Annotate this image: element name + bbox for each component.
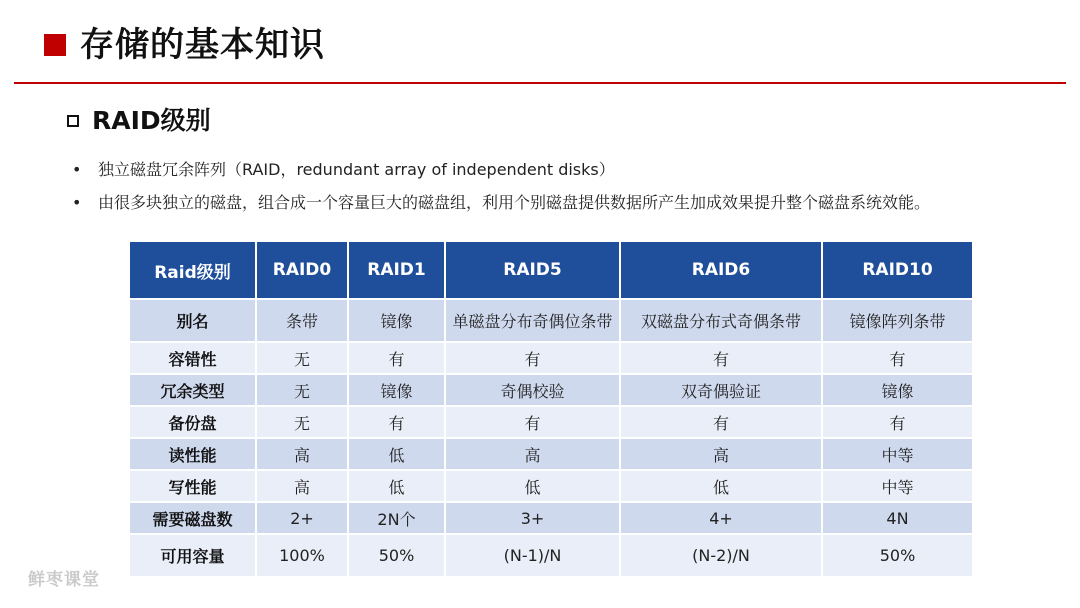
column-header: RAID1 (348, 241, 445, 299)
bullet-text: 独立磁盘冗余阵列（RAID，redundant array of independent disks） (98, 160, 615, 179)
table-cell: 4N (822, 502, 973, 534)
table-row (129, 342, 973, 374)
table-header-row (129, 241, 973, 299)
column-header: RAID6 (620, 241, 822, 299)
row-header: 需要磁盘数 (129, 502, 256, 534)
table-cell: 无 (256, 406, 348, 438)
table-cell: 低 (348, 438, 445, 470)
table-row (129, 374, 973, 406)
column-header: RAID0 (256, 241, 348, 299)
bullet-dot-icon: • (72, 160, 82, 179)
table-cell: 有 (620, 342, 822, 374)
table-cell: 奇偶校验 (445, 374, 620, 406)
table-cell: 4+ (620, 502, 822, 534)
table-cell: 条带 (256, 299, 348, 342)
table-cell: 100% (256, 534, 348, 577)
table-cell: (N-2)/N (620, 534, 822, 577)
table-cell: 有 (620, 406, 822, 438)
row-header: 写性能 (129, 470, 256, 502)
row-header: 读性能 (129, 438, 256, 470)
section-marker-square-icon (67, 115, 79, 127)
table-cell: 低 (445, 470, 620, 502)
table-cell: 高 (445, 438, 620, 470)
table-cell: 镜像 (348, 374, 445, 406)
table-row (129, 502, 973, 534)
table-cell: (N-1)/N (445, 534, 620, 577)
raid-level-table (128, 240, 974, 578)
watermark-logo-text: 鲜枣课堂 (28, 570, 100, 590)
bullet-item (72, 157, 930, 190)
table-cell: 有 (445, 342, 620, 374)
table-cell: 低 (620, 470, 822, 502)
table-cell: 有 (445, 406, 620, 438)
section-title: RAID级别 (92, 106, 211, 135)
table-cell: 高 (256, 470, 348, 502)
table-cell: 50% (348, 534, 445, 577)
bullet-item (72, 190, 930, 223)
table-row (129, 470, 973, 502)
table-row (129, 299, 973, 342)
table-row (129, 438, 973, 470)
column-header: Raid级别 (129, 241, 256, 299)
table-cell: 镜像阵列条带 (822, 299, 973, 342)
row-header: 冗余类型 (129, 374, 256, 406)
row-header: 别名 (129, 299, 256, 342)
bullet-list (72, 157, 930, 223)
table-cell: 50% (822, 534, 973, 577)
bullet-text: 由很多块独立的磁盘，组合成一个容量巨大的磁盘组，利用个别磁盘提供数据所产生加成效果提升整个磁盘系统效能。 (98, 193, 931, 212)
table-cell: 有 (348, 342, 445, 374)
column-header: RAID5 (445, 241, 620, 299)
table-cell: 中等 (822, 470, 973, 502)
table-cell: 2N个 (348, 502, 445, 534)
table-cell: 有 (348, 406, 445, 438)
page-title: 存储的基本知识 (80, 25, 325, 65)
table-cell: 无 (256, 342, 348, 374)
table-row (129, 406, 973, 438)
table-cell: 有 (822, 342, 973, 374)
bullet-dot-icon: • (72, 193, 82, 212)
table-cell: 镜像 (348, 299, 445, 342)
row-header: 备份盘 (129, 406, 256, 438)
title-marker-square (44, 34, 66, 56)
table-cell: 单磁盘分布奇偶位条带 (445, 299, 620, 342)
table-cell: 双奇偶验证 (620, 374, 822, 406)
title-divider (14, 82, 1066, 84)
table-cell: 低 (348, 470, 445, 502)
table-cell: 高 (256, 438, 348, 470)
table-cell: 无 (256, 374, 348, 406)
table-cell: 2+ (256, 502, 348, 534)
table-cell: 3+ (445, 502, 620, 534)
table-row (129, 534, 973, 577)
table-cell: 高 (620, 438, 822, 470)
table-cell: 镜像 (822, 374, 973, 406)
row-header: 可用容量 (129, 534, 256, 577)
table-cell: 双磁盘分布式奇偶条带 (620, 299, 822, 342)
column-header: RAID10 (822, 241, 973, 299)
row-header: 容错性 (129, 342, 256, 374)
table-cell: 有 (822, 406, 973, 438)
table-cell: 中等 (822, 438, 973, 470)
